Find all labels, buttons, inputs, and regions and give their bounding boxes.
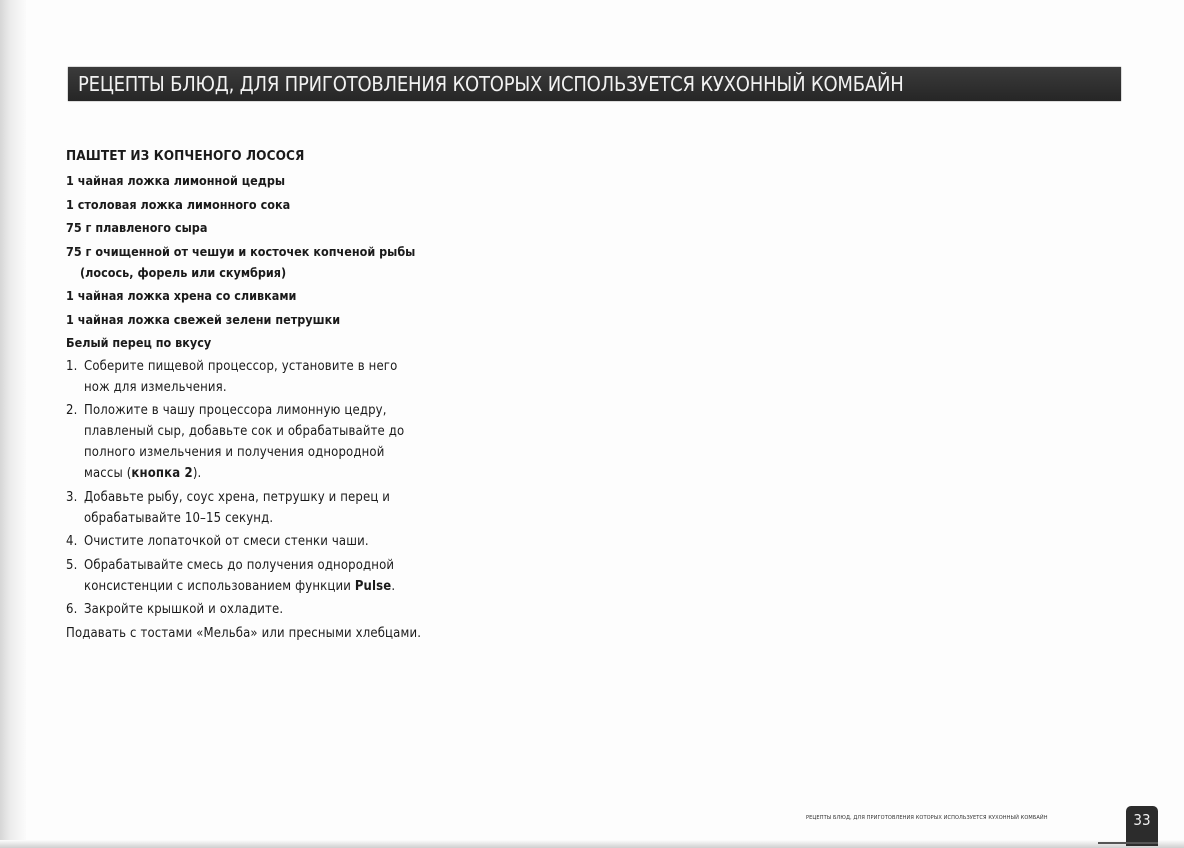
step-text: Очистите лопаточкой от смеси стенки чаши.: [84, 534, 369, 549]
step-emphasis: Pulse: [354, 578, 392, 594]
step-number: 6.: [66, 602, 78, 617]
ingredient-item: 1 чайная ложка хрена со сливками: [66, 288, 297, 303]
step-list: [66, 356, 426, 621]
step-item: [66, 555, 426, 597]
step-item: [66, 400, 426, 484]
running-footer: РЕЦЕПТЫ БЛЮД, ДЛЯ ПРИГОТОВЛЕНИЯ КОТОРЫХ ИСПОЛЬЗУЕТСЯ КУХОННЫЙ КОМБАЙН: [806, 815, 1048, 821]
section-banner: [68, 67, 1121, 101]
step-text-end: ).: [192, 466, 202, 481]
step-number: 5.: [66, 557, 78, 573]
ingredient-item: 75 г плавленого сыра: [66, 220, 208, 235]
step-emphasis: кнопка 2: [131, 466, 193, 481]
page-number-underline: [1098, 842, 1158, 844]
ingredient-item: 1 чайная ложка лимонной цедры: [66, 173, 286, 188]
step-item: [66, 356, 426, 398]
step-item: [66, 487, 426, 529]
ingredient-list: [66, 170, 426, 353]
step-number: 2.: [66, 403, 78, 418]
step-text-end: .: [391, 578, 396, 594]
step-item: [66, 599, 426, 620]
bottom-shadow: [0, 840, 1184, 848]
binding-shadow: [0, 0, 26, 848]
step-text: Добавьте рыбу, соус хрена, петрушку и перец и обрабатывайте 10–15 секунд.: [84, 489, 391, 526]
ingredient-item: Белый перец по вкусу: [66, 335, 212, 350]
step-text: Закройте крышкой и охладите.: [84, 602, 284, 617]
ingredient-item: 75 г очищенной от чешуи и косточек копченой рыбы (лосось, форель или скумбрия): [66, 243, 416, 280]
serving-note: Подавать с тостами «Мельба» или пресными хлебцами.: [66, 625, 422, 641]
recipe-content: [66, 145, 426, 644]
step-text: Соберите пищевой процессор, установите в него нож для измельчения.: [84, 358, 398, 395]
step-item: [66, 531, 426, 552]
step-text: Положите в чашу процессора лимонную цедру, плавленый сыр, добавьте сок и обрабатывайте до полного измельчения и получения однородной массы (: [84, 403, 405, 481]
step-number: 4.: [66, 534, 78, 549]
ingredient-item: 1 столовая ложка лимонного сока: [66, 196, 291, 212]
step-number: 3.: [66, 489, 78, 505]
banner-title: РЕЦЕПТЫ БЛЮД, ДЛЯ ПРИГОТОВЛЕНИЯ КОТОРЫХ ИСПОЛЬЗУЕТСЯ КУХОННЫЙ КОМБАЙН: [78, 72, 904, 96]
step-number: 1.: [66, 358, 78, 374]
page-number: 33: [1133, 811, 1151, 829]
step-text: Обрабатывайте смесь до получения однородной консистенции с использованием функции: [84, 557, 395, 594]
recipe-title: ПАШТЕТ ИЗ КОПЧЕНОГО ЛОСОСЯ: [66, 148, 305, 164]
ingredient-item: 1 чайная ложка свежей зелени петрушки: [66, 311, 341, 327]
page-number-tab: [1126, 806, 1158, 846]
